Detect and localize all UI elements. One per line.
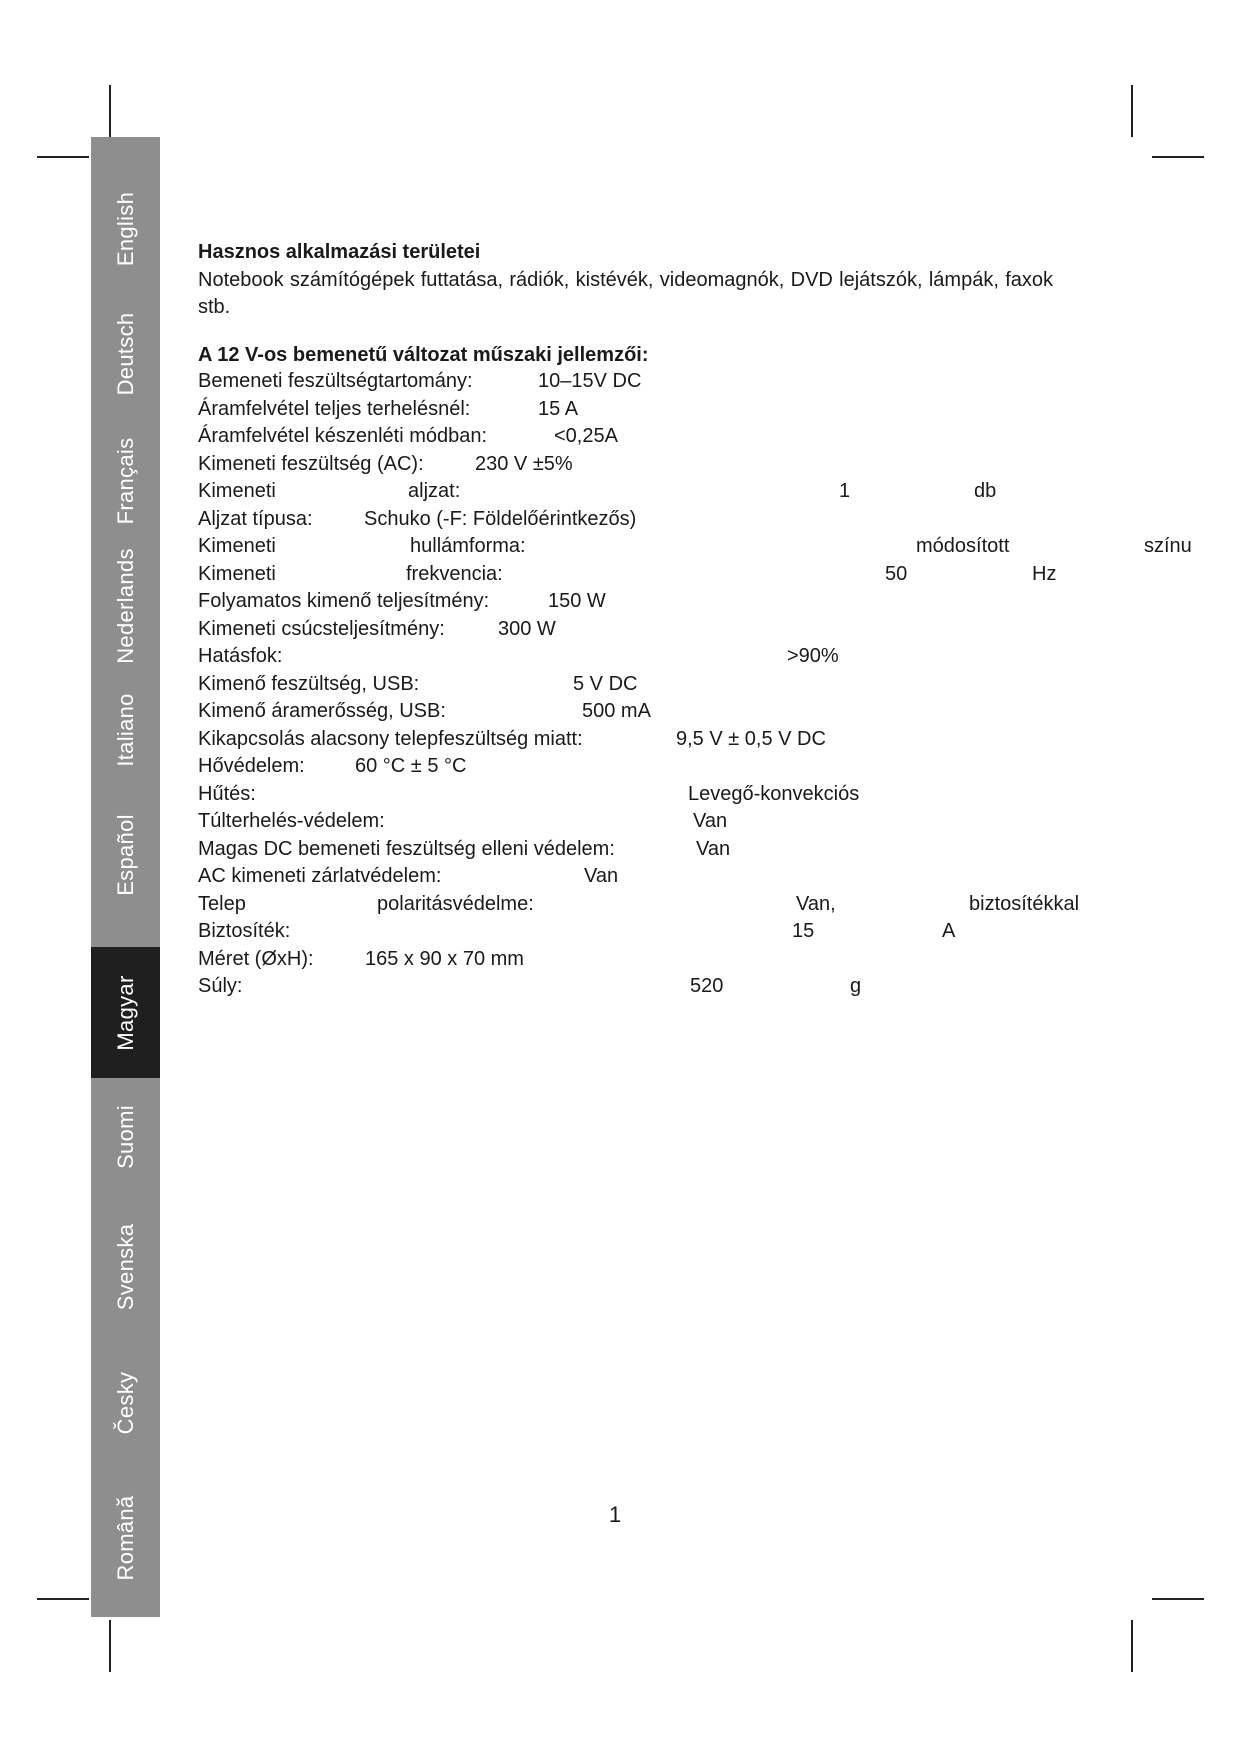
spec-label: frekvencia: bbox=[406, 563, 503, 585]
lang-tab-italiano[interactable] bbox=[91, 668, 160, 791]
spec-value: 520 bbox=[690, 975, 724, 997]
spec-unit: Hz bbox=[1032, 563, 1057, 585]
lang-label: Français bbox=[112, 437, 138, 524]
spec-value: 50 bbox=[885, 563, 908, 585]
lang-label: Česky bbox=[112, 1371, 138, 1434]
spec-label: Kimeneti csúcsteljesítmény: bbox=[198, 618, 445, 640]
lang-label: Español bbox=[112, 813, 138, 896]
spec-value: 15 bbox=[792, 920, 815, 942]
lang-label: Română bbox=[112, 1495, 138, 1580]
spec-label: Kimenő áramerősség, USB: bbox=[198, 700, 446, 722]
spec-value: 300 W bbox=[498, 618, 556, 640]
spec-value: 5 V DC bbox=[573, 673, 638, 695]
spec-label: Hatásfok: bbox=[198, 645, 283, 667]
specs-heading: A 12 V-os bemenetű változat műszaki jellemzői: bbox=[198, 344, 649, 366]
crop-mark bbox=[37, 1598, 89, 1600]
spec-label: Kimenő feszültség, USB: bbox=[198, 673, 420, 695]
lang-label: Magyar bbox=[112, 974, 138, 1051]
spec-label: Folyamatos kimenő teljesítmény: bbox=[198, 590, 490, 612]
lang-label: Nederlands bbox=[112, 547, 138, 664]
spec-value: Van bbox=[693, 810, 728, 832]
lang-label: English bbox=[112, 191, 138, 266]
lang-label: Deutsch bbox=[112, 312, 138, 395]
spec-value: 60 °C ± 5 °C bbox=[355, 755, 467, 777]
spec-unit: db bbox=[974, 480, 997, 502]
spec-value: 1 bbox=[839, 480, 851, 502]
lang-tab-english[interactable] bbox=[91, 167, 160, 290]
lang-label: Italiano bbox=[112, 692, 138, 767]
language-sidebar bbox=[91, 137, 160, 1617]
lang-tab-nederlands[interactable] bbox=[91, 544, 160, 667]
spec-value: Van bbox=[584, 865, 619, 887]
lang-tab-deutsch[interactable] bbox=[91, 292, 160, 415]
page-number: 1 bbox=[609, 1502, 622, 1527]
lang-tab-romana[interactable] bbox=[91, 1476, 160, 1599]
spec-value: 150 W bbox=[548, 590, 606, 612]
spec-label: Kimeneti feszültség (AC): bbox=[198, 453, 424, 475]
applications-text: Notebook számítógépek futtatása, rádiók, kistévék, videomagnók, DVD lejátszók, lámpák, faxok stb. bbox=[198, 269, 1053, 318]
spec-label: Hővédelem: bbox=[198, 755, 305, 777]
spec-value: 500 mA bbox=[582, 700, 651, 722]
lang-label: Svenska bbox=[112, 1223, 138, 1310]
spec-value: 165 x 90 x 70 mm bbox=[365, 948, 524, 970]
spec-value: színu bbox=[1144, 535, 1192, 557]
spec-unit: g bbox=[850, 975, 862, 997]
lang-tab-suomi[interactable] bbox=[91, 1075, 160, 1198]
spec-value: >90% bbox=[787, 645, 839, 667]
spec-label: Kimeneti bbox=[198, 535, 276, 557]
spec-label: polaritásvédelme: bbox=[377, 893, 534, 915]
spec-label: Kikapcsolás alacsony telepfeszültség miatt: bbox=[198, 728, 583, 750]
spec-label: hullámforma: bbox=[410, 535, 526, 557]
spec-label: Hűtés: bbox=[198, 783, 256, 805]
spec-value: biztosítékkal bbox=[969, 893, 1080, 915]
spec-value: <0,25A bbox=[554, 425, 618, 447]
spec-value: 10–15V DC bbox=[538, 370, 642, 392]
spec-label: Biztosíték: bbox=[198, 920, 291, 942]
lang-tab-svenska[interactable] bbox=[91, 1205, 160, 1328]
spec-label: Kimeneti bbox=[198, 563, 276, 585]
spec-label: Súly: bbox=[198, 975, 243, 997]
spec-label: Túlterhelés-védelem: bbox=[198, 810, 385, 832]
crop-mark bbox=[1131, 85, 1133, 137]
lang-tab-francais[interactable] bbox=[91, 419, 160, 542]
crop-mark bbox=[109, 85, 111, 137]
lang-tab-cesky[interactable] bbox=[91, 1341, 160, 1464]
spec-label: Telep bbox=[198, 893, 246, 915]
spec-value: 230 V ±5% bbox=[475, 453, 573, 475]
lang-tab-espanol[interactable] bbox=[91, 793, 160, 916]
crop-mark bbox=[37, 156, 89, 158]
spec-label: AC kimeneti zárlatvédelem: bbox=[198, 865, 442, 887]
spec-value: 15 A bbox=[538, 398, 579, 420]
spec-value: módosított bbox=[916, 535, 1010, 557]
spec-value: 9,5 V ± 0,5 V DC bbox=[676, 728, 826, 750]
crop-mark bbox=[1152, 156, 1204, 158]
spec-unit: A bbox=[942, 920, 956, 942]
spec-value: Van bbox=[696, 838, 731, 860]
spec-value: Van, bbox=[796, 893, 836, 915]
spec-label: Kimeneti bbox=[198, 480, 276, 502]
spec-label: Áramfelvétel készenléti módban: bbox=[198, 425, 488, 447]
spec-label: Aljzat típusa: bbox=[198, 508, 313, 530]
crop-mark bbox=[1152, 1598, 1204, 1600]
lang-tab-magyar[interactable] bbox=[91, 947, 160, 1078]
crop-mark bbox=[109, 1620, 111, 1672]
spec-value: Schuko (-F: Földelőérintkezős) bbox=[364, 508, 637, 530]
spec-label: aljzat: bbox=[408, 480, 461, 502]
lang-label: Suomi bbox=[112, 1104, 138, 1169]
spec-label: Magas DC bemeneti feszültség elleni védelem: bbox=[198, 838, 615, 860]
applications-heading: Hasznos alkalmazási területei bbox=[198, 241, 481, 263]
spec-label: Áramfelvétel teljes terhelésnél: bbox=[198, 398, 471, 420]
spec-label: Bemeneti feszültségtartomány: bbox=[198, 370, 473, 392]
spec-value: Levegő-konvekciós bbox=[688, 783, 860, 805]
crop-mark bbox=[1131, 1620, 1133, 1672]
spec-label: Méret (ØxH): bbox=[198, 948, 314, 970]
